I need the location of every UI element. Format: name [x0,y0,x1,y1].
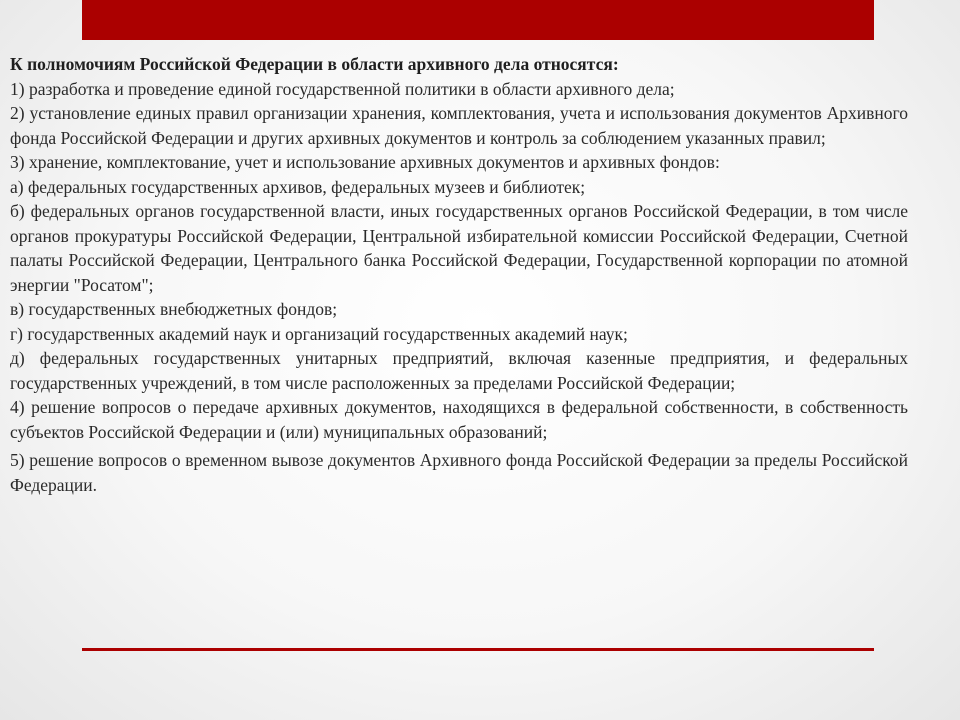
list-item-5: 5) решение вопросов о временном вывозе документов Архивного фонда Российской Федерации за пределы Российской Федерации. [10,450,908,495]
slide-body [10,52,908,497]
list-item-3v: в) государственных внебюджетных фондов; [10,299,338,319]
list-item-3a: а) федеральных государственных архивов, федеральных музеев и библиотек; [10,176,586,197]
list-item-3d: д) федеральных государственных унитарных предприятий, включая казенные предприятия, и федеральных государственных учреждений, в том числе расположенных за пределами Российской Федерации; [10,348,908,393]
list-item-2: 2) установление единых правил организации хранения, комплектования, учета и использования документов Архивного фонда Российской Федерации и других архивных документов и контроль за соблюдением указанных правил; [10,103,908,148]
list-item-4: 4) решение вопросов о передаче архивных документов, находящихся в федеральной собственности, в собственность субъектов Российской Федерации и (или) муниципальных образований; [10,397,908,442]
list-item-3: 3) хранение, комплектование, учет и использование архивных документов и архивных фондов: [10,152,720,172]
top-red-banner [82,0,874,40]
list-item-3b: б) федеральных органов государственной власти, иных государственных органов Российской Федерации, в том числе органов прокуратуры Российской Федерации, Центральной избирательной комиссии Российской Федерации, Счетной палаты Российской Федерации, Центрального банка Российской Федерации, Государственной корпорации по атомной энергии "Росатом"; [10,201,908,295]
slide-heading: К полномочиям Российской Федерации в области архивного дела относятся: [10,54,619,74]
list-item-3g: г) государственных академий наук и организаций государственных академий наук; [10,323,628,344]
list-item-1: 1) разработка и проведение единой государственной политики в области архивного дела; [10,78,675,99]
bottom-red-divider [82,648,874,651]
